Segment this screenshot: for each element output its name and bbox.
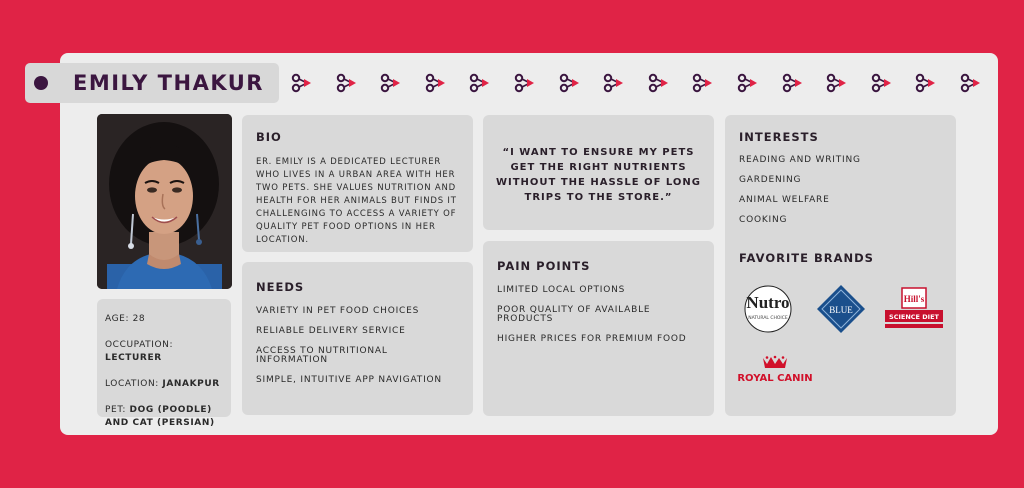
paw-pair-icon: [915, 72, 937, 94]
pet-label: PET:: [105, 405, 127, 415]
paw-pair-icon: [960, 72, 982, 94]
info-box: [97, 299, 231, 428]
paw-pair-icon: [514, 72, 536, 94]
hills-logo-subtext: SCIENCE DIET: [889, 313, 939, 321]
paw-pair-icon: [782, 72, 804, 94]
royal-canin-logo: [737, 355, 813, 385]
paw-pair-icon: [559, 72, 581, 94]
location-line: [105, 378, 223, 391]
royal-canin-logo-text: ROYAL CANIN: [737, 373, 813, 384]
hills-logo: [884, 287, 944, 333]
list-item: POOR QUALITY OF AVAILABLE PRODUCTS: [497, 305, 651, 324]
list-item: READING AND WRITING: [739, 155, 861, 165]
bio-text: ER. EMILY IS A DEDICATED LECTURER WHO LIVES IN A URBAN AREA WITH HER TWO PETS. SHE VALUES NUTRITION AND HEALTH FOR HER ANIMALS BUT FINDS IT CHALLENGING TO ACCESS A VARIETY OF QUALITY PET FOOD OPTIONS IN HER LOCATION.: [256, 157, 457, 245]
paw-pair-icon: [737, 72, 759, 94]
paw-pair-icon: [469, 72, 491, 94]
paw-pair-icon: [425, 72, 447, 94]
needs-box: [242, 262, 473, 415]
age-value: 28: [132, 314, 146, 324]
location-value: JANAKPUR: [162, 379, 220, 389]
paw-pair-icon: [380, 72, 402, 94]
nutro-logo-text: Nutro: [746, 293, 790, 312]
list-item: ACCESS TO NUTRITIONAL INFORMATION: [256, 346, 388, 365]
list-item: GARDENING: [739, 175, 802, 185]
hills-logo-text: Hill's: [903, 294, 925, 304]
blue-buffalo-logo: [816, 284, 866, 334]
list-item: VARIETY IN PET FOOD CHOICES: [256, 306, 420, 316]
name-tag: [25, 63, 279, 103]
blue-logo-text: BLUE: [829, 305, 853, 315]
paw-pair-icon: [871, 72, 893, 94]
list-item: ANIMAL WELFARE: [739, 195, 830, 205]
portrait-image: [97, 114, 232, 289]
bio-title: BIO: [256, 130, 282, 144]
list-item: SIMPLE, INTUITIVE APP NAVIGATION: [256, 375, 442, 385]
pain-points-title: PAIN POINTS: [497, 259, 591, 273]
persona-name: EMILY THAKUR: [73, 71, 264, 95]
interests-title: INTERESTS: [739, 130, 819, 144]
location-label: LOCATION:: [105, 379, 159, 389]
list-item: RELIABLE DELIVERY SERVICE: [256, 326, 406, 336]
pet-line: [105, 404, 223, 430]
age-label: AGE:: [105, 314, 130, 324]
occupation-label: OCCUPATION:: [105, 340, 174, 350]
pet-value: DOG (POODLE) AND CAT (PERSIAN): [105, 405, 215, 428]
list-item: HIGHER PRICES FOR PREMIUM FOOD: [497, 334, 687, 344]
paw-pair-icon: [826, 72, 848, 94]
persona-photo: [97, 114, 232, 289]
paw-pair-icon: [692, 72, 714, 94]
bio-box: [242, 115, 473, 252]
quote-box: [483, 115, 714, 230]
dot-icon: [34, 76, 48, 90]
paw-pair-icon: [291, 72, 313, 94]
pain-points-box: [483, 241, 714, 416]
paw-decoration-row: [291, 72, 991, 94]
needs-title: NEEDS: [256, 280, 305, 294]
nutro-logo: [737, 284, 799, 334]
paw-pair-icon: [648, 72, 670, 94]
paw-pair-icon: [603, 72, 625, 94]
occupation-value: LECTURER: [105, 353, 162, 363]
list-item: COOKING: [739, 215, 788, 225]
paw-pair-icon: [336, 72, 358, 94]
favorite-brands-title: FAVORITE BRANDS: [739, 251, 874, 265]
nutro-logo-subtext: NATURAL CHOICE: [748, 316, 788, 321]
age-line: [105, 313, 223, 326]
list-item: LIMITED LOCAL OPTIONS: [497, 285, 626, 295]
quote-text: “I WANT TO ENSURE MY PETS GET THE RIGHT NUTRIENTS WITHOUT THE HASSLE OF LONG TRIPS TO THE STORE.”: [495, 147, 702, 203]
occupation-line: [105, 339, 223, 365]
